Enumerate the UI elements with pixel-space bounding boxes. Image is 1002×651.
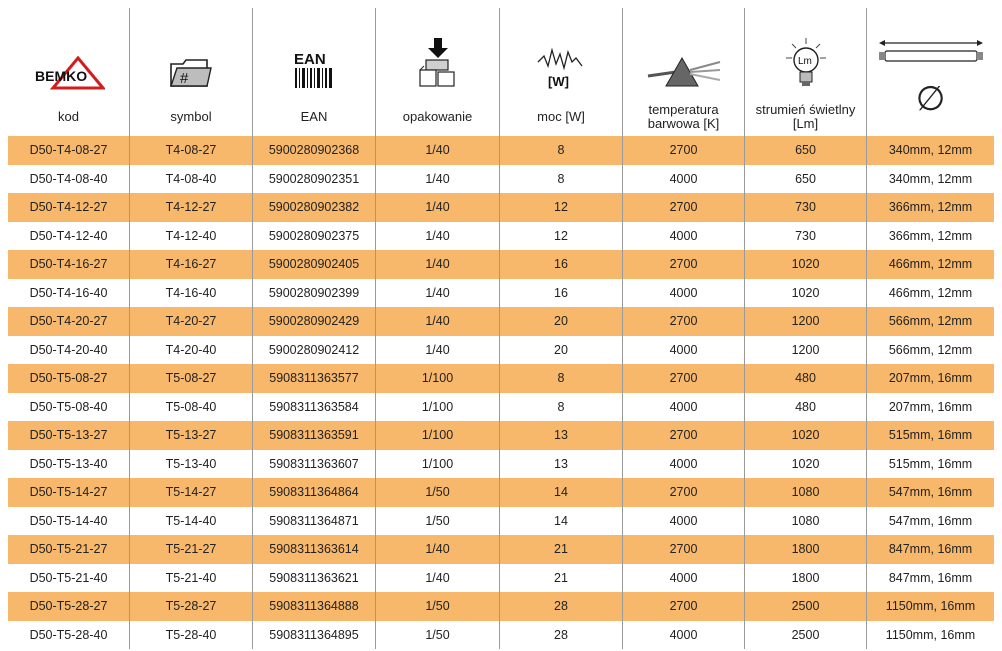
cell-ean: 5908311363577 (253, 364, 376, 393)
cell-wymiary: 340mm, 12mm (888, 143, 973, 158)
cell-symbol: T5-13-40 (130, 450, 253, 479)
cell-moc: 12 (500, 193, 623, 222)
table-row (8, 336, 994, 365)
table-row (8, 364, 994, 393)
cell-kod: D50-T4-16-27 (8, 250, 130, 279)
diameter-symbol: ∅ (915, 80, 946, 118)
cell-opakowanie: 1/40 (376, 336, 500, 365)
cell-symbol: T5-21-27 (130, 535, 253, 564)
package-box-icon (376, 26, 499, 90)
cell-temperatura: 4000 (623, 336, 745, 365)
cell-moc: 21 (500, 535, 623, 564)
cell-opakowanie: 1/40 (376, 222, 500, 251)
cell-ean: 5900280902382 (253, 193, 376, 222)
tube-length-icon (867, 34, 994, 74)
cell-ean: 5908311364888 (253, 592, 376, 621)
cell-temperatura: 2700 (623, 193, 745, 222)
cell-temperatura: 2700 (623, 478, 745, 507)
table-row (8, 507, 994, 536)
cell-kod: D50-T4-08-40 (8, 165, 130, 194)
cell-moc: 8 (500, 165, 623, 194)
cell-kod: D50-T4-12-27 (8, 193, 130, 222)
cell-moc: 21 (500, 564, 623, 593)
cell-ean: 5908311364871 (253, 507, 376, 536)
barcode-icon (253, 26, 375, 90)
cell-symbol: T4-20-40 (130, 336, 253, 365)
cell-ean: 5908311363591 (253, 421, 376, 450)
cell-ean: 5900280902429 (253, 307, 376, 336)
cell-wymiary: 515mm, 16mm (888, 428, 973, 443)
cell-strumien: 1080 (745, 507, 867, 536)
cell-ean: 5908311364895 (253, 621, 376, 650)
cell-moc: 28 (500, 621, 623, 650)
cell-kod: D50-T5-08-40 (8, 393, 130, 422)
cell-wymiary: 547mm, 16mm (888, 485, 973, 500)
header-symbol: # symbol (130, 8, 253, 136)
cell-strumien: 480 (745, 364, 867, 393)
cell-kod: D50-T5-28-27 (8, 592, 130, 621)
header-ean: EAN EAN (253, 8, 376, 136)
cell-temperatura: 4000 (623, 621, 745, 650)
cell-wymiary: 466mm, 12mm (888, 285, 973, 300)
cell-opakowanie: 1/40 (376, 279, 500, 308)
cell-symbol: T5-13-27 (130, 421, 253, 450)
cell-ean: 5900280902412 (253, 336, 376, 365)
cell-wymiary: 547mm, 16mm (888, 513, 973, 528)
header-temperatura: temperatura barwowa [K] (623, 8, 745, 136)
cell-wymiary: 515mm, 16mm (888, 456, 973, 471)
cell-kod: D50-T4-16-40 (8, 279, 130, 308)
cell-wymiary: 207mm, 16mm (888, 399, 973, 414)
cell-strumien: 650 (745, 165, 867, 194)
table-row (8, 279, 994, 308)
cell-strumien: 1020 (745, 250, 867, 279)
bulb-lumen-icon (745, 26, 866, 90)
svg-text:[W]: [W] (548, 74, 569, 89)
cell-symbol: T4-12-40 (130, 222, 253, 251)
cell-moc: 16 (500, 250, 623, 279)
cell-opakowanie: 1/40 (376, 307, 500, 336)
table-row (8, 564, 994, 593)
cell-temperatura: 2700 (623, 250, 745, 279)
cell-wymiary: 207mm, 16mm (888, 371, 973, 386)
cell-wymiary: 366mm, 12mm (888, 228, 973, 243)
cell-ean: 5908311363621 (253, 564, 376, 593)
header-moc: [W] moc [W] (500, 8, 623, 136)
cell-moc: 8 (500, 136, 623, 165)
cell-moc: 8 (500, 364, 623, 393)
cell-ean: 5900280902351 (253, 165, 376, 194)
cell-ean: 5900280902368 (253, 136, 376, 165)
table-row (8, 222, 994, 251)
cell-opakowanie: 1/40 (376, 535, 500, 564)
cell-kod: D50-T4-20-40 (8, 336, 130, 365)
cell-kod: D50-T4-08-27 (8, 136, 130, 165)
cell-symbol: T4-12-27 (130, 193, 253, 222)
table-row (8, 250, 994, 279)
cell-temperatura: 2700 (623, 136, 745, 165)
header-strumien: Lm strumień świetlny [Lm] (745, 8, 867, 136)
cell-ean: 5908311363614 (253, 535, 376, 564)
cell-temperatura: 4000 (623, 450, 745, 479)
cell-symbol: T5-21-40 (130, 564, 253, 593)
cell-temperatura: 4000 (623, 279, 745, 308)
cell-temperatura: 2700 (623, 592, 745, 621)
cell-strumien: 1800 (745, 564, 867, 593)
cell-opakowanie: 1/50 (376, 592, 500, 621)
cell-temperatura: 2700 (623, 535, 745, 564)
table-row (8, 450, 994, 479)
cell-temperatura: 4000 (623, 507, 745, 536)
cell-ean: 5900280902375 (253, 222, 376, 251)
svg-text:#: # (180, 70, 189, 87)
cell-opakowanie: 1/40 (376, 193, 500, 222)
table-body (8, 136, 994, 649)
cell-temperatura: 4000 (623, 564, 745, 593)
cell-symbol: T4-08-27 (130, 136, 253, 165)
cell-kod: D50-T4-12-40 (8, 222, 130, 251)
cell-moc: 28 (500, 592, 623, 621)
cell-moc: 20 (500, 336, 623, 365)
cell-strumien: 1020 (745, 450, 867, 479)
cell-kod: D50-T5-14-40 (8, 507, 130, 536)
table-row (8, 535, 994, 564)
table-header (8, 8, 994, 136)
cell-symbol: T4-20-27 (130, 307, 253, 336)
product-table (8, 8, 994, 649)
cell-ean: 5908311363584 (253, 393, 376, 422)
cell-strumien: 1080 (745, 478, 867, 507)
cell-symbol: T4-08-40 (130, 165, 253, 194)
header-opakowanie: opakowanie (376, 8, 500, 136)
cell-moc: 13 (500, 450, 623, 479)
cell-moc: 14 (500, 507, 623, 536)
cell-moc: 8 (500, 393, 623, 422)
svg-text:EAN: EAN (294, 51, 326, 68)
prism-icon (623, 26, 744, 90)
table-row (8, 478, 994, 507)
cell-wymiary: 847mm, 16mm (888, 542, 973, 557)
table-row (8, 621, 994, 650)
cell-strumien: 1020 (745, 421, 867, 450)
cell-kod: D50-T5-28-40 (8, 621, 130, 650)
cell-wymiary: 847mm, 16mm (888, 570, 973, 585)
cell-strumien: 1200 (745, 336, 867, 365)
cell-strumien: 1800 (745, 535, 867, 564)
cell-temperatura: 4000 (623, 165, 745, 194)
cell-opakowanie: 1/100 (376, 393, 500, 422)
header-kod: BEMKO kod (8, 8, 130, 136)
cell-wymiary: 1150mm, 16mm (885, 627, 976, 642)
cell-strumien: 730 (745, 193, 867, 222)
table-row (8, 165, 994, 194)
cell-kod: D50-T5-14-27 (8, 478, 130, 507)
cell-moc: 20 (500, 307, 623, 336)
cell-opakowanie: 1/50 (376, 621, 500, 650)
bemko-logo-icon (8, 26, 129, 90)
cell-opakowanie: 1/50 (376, 478, 500, 507)
header-wymiary (867, 8, 994, 136)
cell-temperatura: 2700 (623, 364, 745, 393)
cell-strumien: 2500 (745, 621, 867, 650)
cell-kod: D50-T5-13-27 (8, 421, 130, 450)
cell-ean: 5908311364864 (253, 478, 376, 507)
cell-wymiary: 340mm, 12mm (888, 171, 973, 186)
cell-ean: 5908311363607 (253, 450, 376, 479)
cell-strumien: 650 (745, 136, 867, 165)
cell-kod: D50-T5-08-27 (8, 364, 130, 393)
cell-strumien: 1020 (745, 279, 867, 308)
cell-wymiary: 566mm, 12mm (888, 314, 973, 329)
cell-opakowanie: 1/40 (376, 564, 500, 593)
cell-strumien: 1200 (745, 307, 867, 336)
cell-opakowanie: 1/100 (376, 421, 500, 450)
cell-opakowanie: 1/40 (376, 250, 500, 279)
table-row (8, 136, 994, 165)
cell-wymiary: 466mm, 12mm (888, 257, 973, 272)
cell-temperatura: 4000 (623, 222, 745, 251)
cell-ean: 5900280902405 (253, 250, 376, 279)
cell-moc: 14 (500, 478, 623, 507)
cell-symbol: T5-28-40 (130, 621, 253, 650)
cell-moc: 16 (500, 279, 623, 308)
cell-kod: D50-T5-13-40 (8, 450, 130, 479)
cell-opakowanie: 1/50 (376, 507, 500, 536)
cell-strumien: 2500 (745, 592, 867, 621)
cell-symbol: T4-16-40 (130, 279, 253, 308)
cell-kod: D50-T5-21-27 (8, 535, 130, 564)
cell-kod: D50-T5-21-40 (8, 564, 130, 593)
power-wave-icon (500, 26, 622, 90)
cell-moc: 12 (500, 222, 623, 251)
cell-symbol: T5-28-27 (130, 592, 253, 621)
table-row (8, 393, 994, 422)
cell-symbol: T5-14-40 (130, 507, 253, 536)
table-row (8, 421, 994, 450)
cell-opakowanie: 1/40 (376, 165, 500, 194)
table-row (8, 193, 994, 222)
table-row (8, 307, 994, 336)
svg-text:Lm: Lm (797, 56, 812, 67)
cell-wymiary: 366mm, 12mm (888, 200, 973, 215)
cell-opakowanie: 1/100 (376, 450, 500, 479)
cell-symbol: T4-16-27 (130, 250, 253, 279)
cell-wymiary: 566mm, 12mm (888, 342, 973, 357)
table-row (8, 592, 994, 621)
cell-moc: 13 (500, 421, 623, 450)
cell-opakowanie: 1/100 (376, 364, 500, 393)
cell-temperatura: 4000 (623, 393, 745, 422)
cell-symbol: T5-14-27 (130, 478, 253, 507)
cell-ean: 5900280902399 (253, 279, 376, 308)
folder-hash-icon (130, 26, 252, 90)
cell-wymiary: 1150mm, 16mm (885, 599, 976, 614)
cell-strumien: 730 (745, 222, 867, 251)
cell-temperatura: 2700 (623, 307, 745, 336)
svg-text:BEMKO: BEMKO (34, 68, 87, 84)
cell-kod: D50-T4-20-27 (8, 307, 130, 336)
cell-temperatura: 2700 (623, 421, 745, 450)
cell-opakowanie: 1/40 (376, 136, 500, 165)
cell-symbol: T5-08-27 (130, 364, 253, 393)
cell-strumien: 480 (745, 393, 867, 422)
cell-symbol: T5-08-40 (130, 393, 253, 422)
